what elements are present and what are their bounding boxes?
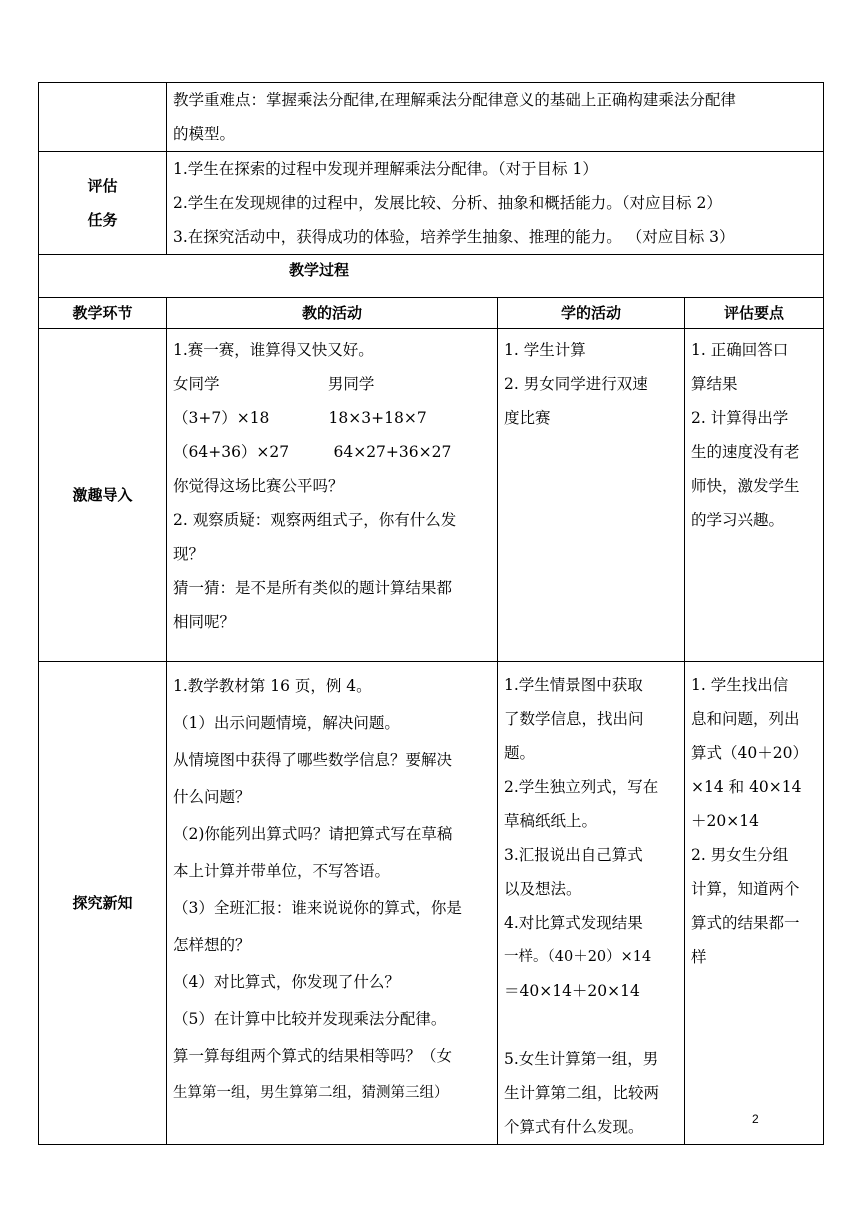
assess-line: 算式的结果都一 (691, 914, 800, 932)
stage-2-teach-cell (167, 662, 498, 1145)
learn-line: 2.学生独立列式，写在 (504, 778, 659, 796)
assessment-row (39, 152, 824, 255)
assess-line: 生的速度没有老 (691, 443, 800, 461)
assess-line: 息和问题，列出 (691, 710, 800, 728)
assess-line: 1. 学生找出信 (691, 676, 789, 694)
learn-line: 1. 学生计算 (504, 341, 586, 359)
teach-line: 猜一猜：是不是所有类似的题计算结果都 (173, 579, 453, 597)
learn-line: 个算式有什么发现。 (504, 1118, 644, 1136)
stage-2-row (39, 662, 824, 1145)
learn-line: 草稿纸纸上。 (504, 812, 598, 830)
key-point-cell (167, 83, 824, 152)
assessment-task-2: 2.学生在发现规律的过程中，发展比较、分析、抽象和概括能力。（对应目标 2） (173, 194, 722, 212)
learn-spacer (504, 1008, 678, 1042)
learn-line: 4.对比算式发现结果 (504, 914, 643, 932)
teach-line: 算一算每组两个算式的结果相等吗？（女 (173, 1047, 453, 1065)
learn-line: 度比赛 (504, 409, 551, 427)
assessment-label-1: 评估 (87, 177, 118, 195)
teach-line: 1.教学教材第 16 页，例 4。 (173, 677, 372, 695)
learn-line: ＝40×14＋20×14 (504, 982, 640, 1000)
teach-line: 现？ (173, 545, 205, 563)
header-row (39, 298, 824, 329)
teach-line: （2)你能列出算式吗？请把算式写在草稿 (173, 825, 453, 843)
header-stage: 教学环节 (39, 298, 167, 329)
teach-line: 2. 观察质疑：观察两组式子，你有什么发 (173, 511, 457, 529)
teach-line: 怎样想的？ (173, 936, 251, 954)
assessment-task-1: 1.学生在探索的过程中发现并理解乘法分配律。（对于目标 1） (173, 160, 598, 178)
header-teach: 教的活动 (167, 298, 498, 329)
key-point-line-1: 教学重难点：掌握乘法分配律,在理解乘法分配律意义的基础上正确构建乘法分配律 (173, 91, 736, 109)
teach-line: 什么问题？ (173, 788, 251, 806)
lesson-plan-table (38, 82, 824, 1145)
learn-line: 1.学生情景图中获取 (504, 676, 643, 694)
assess-line: 2. 计算得出学 (691, 409, 789, 427)
teach-line: 你觉得这场比赛公平吗？ (173, 477, 344, 495)
header-assess: 评估要点 (685, 298, 824, 329)
teach-line: （5）在计算中比较并发现乘法分配律。 (173, 1010, 447, 1028)
assessment-tasks-cell (167, 152, 824, 255)
assessment-label (39, 152, 167, 255)
stage-1-learn-cell (498, 329, 685, 662)
learn-line: 题。 (504, 744, 536, 762)
stage-2-learn-cell (498, 662, 685, 1145)
assess-line: ＋20×14 (691, 812, 759, 830)
assess-line: 的学习兴趣。 (691, 511, 785, 529)
assess-line: 样 (691, 948, 707, 966)
page-number: 2 (752, 1112, 759, 1126)
key-point-line-2: 的模型。 (173, 125, 236, 143)
assess-line: 算式（40＋20） (691, 744, 808, 762)
stage-1-name: 激趣导入 (39, 329, 167, 662)
teach-line: （3）全班汇报：谁来说说你的算式，你是 (173, 899, 462, 917)
teach-line: 1.赛一赛，谁算得又快又好。 (173, 341, 374, 359)
section-title-row (39, 255, 824, 298)
header-learn: 学的活动 (498, 298, 685, 329)
key-point-row (39, 83, 824, 152)
teach-line: （64+36）×27 64×27+36×27 (173, 443, 452, 461)
teach-line: 从情境图中获得了哪些数学信息？要解决 (173, 751, 453, 769)
assess-line: 算结果 (691, 375, 738, 393)
teach-line: 相同呢？ (173, 613, 236, 631)
teach-line: （3+7）×18 18×3+18×7 (173, 409, 427, 427)
learn-line: 5.女生计算第一组，男 (504, 1050, 659, 1068)
assess-line: 师快，激发学生 (691, 477, 800, 495)
teach-line: （4）对比算式，你发现了什么？ (173, 973, 400, 991)
teach-line: 女同学 男同学 (173, 375, 375, 393)
stage-1-row (39, 329, 824, 662)
assess-line: 2. 男女生分组 (691, 846, 789, 864)
learn-line: 2. 男女同学进行双速 (504, 375, 648, 393)
learn-line: 了数学信息，找出问 (504, 710, 644, 728)
stage-2-assess-cell (685, 662, 824, 1145)
assess-line: ×14 和 40×14 (691, 778, 802, 796)
stage-2-name: 探究新知 (39, 662, 167, 1145)
learn-line: 一样。（40＋20）×14 (504, 949, 652, 965)
key-point-label-cell (39, 83, 167, 152)
stage-1-assess-cell (685, 329, 824, 662)
learn-line: 3.汇报说出自己算式 (504, 846, 643, 864)
assessment-task-3: 3.在探究活动中，获得成功的体验，培养学生抽象、推理的能力。 （对应目标 3） (173, 228, 735, 246)
assess-line: 1. 正确回答口 (691, 341, 789, 359)
teach-line: （1）出示问题情境，解决问题。 (173, 714, 400, 732)
assess-line: 计算，知道两个 (691, 880, 800, 898)
stage-1-teach-cell (167, 329, 498, 662)
section-title: 教学过程 (39, 255, 824, 298)
learn-line: 以及想法。 (504, 880, 582, 898)
learn-line: 生计算第二组，比较两 (504, 1084, 660, 1102)
assessment-label-2: 任务 (87, 211, 118, 229)
teach-line: 生算第一组，男生算第二组，猜测第三组） (173, 1085, 449, 1101)
teach-line: 本上计算并带单位，不写答语。 (173, 862, 391, 880)
